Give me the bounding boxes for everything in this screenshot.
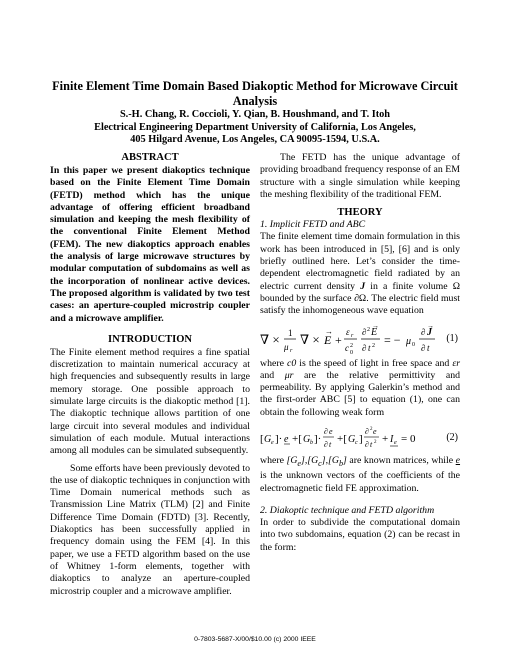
svg-text:∇ ×: ∇ ×: [300, 331, 320, 347]
equation-1-number: (1): [446, 332, 458, 344]
svg-text:t: t: [368, 342, 371, 353]
svg-text:G: G: [264, 434, 272, 446]
abstract-text: In this paper we present diakoptics technique based on the Finite Element Time Domain (FETD) method which has the unique advantage of offering efficient broadband simulation and keeping the mesh flexibility of the conventional Finite Element Method (FEM). The new diakoptics approach enables the analysis of large microwave structures by modular computation of subdomains as well as the incorporation of nonlinear active devices. The proposed algorithm is validated by two test cases: an aperture-coupled microstrip coupler and a microwave amplifier.: [50, 165, 250, 324]
known-matrices-text: are known matrices, while: [349, 455, 454, 467]
svg-text:μ: μ: [284, 341, 289, 352]
svg-text:μ: μ: [406, 335, 412, 347]
svg-text:c: c: [345, 342, 349, 353]
subsection-1-heading: 1. Implicit FETD and ABC: [260, 219, 366, 231]
right-paragraph-1: The FETD has the unique advantage of providing broadband frequency response of an EM structure with a single simulation while keeping the meshing flexibility of the traditional FEM.: [260, 152, 460, 200]
svg-text:→: →: [325, 326, 333, 336]
svg-text:∂: ∂: [421, 326, 426, 337]
theory-text-a: The finite element time domain formulation in this work has been introduced in [5], [6] and is only briefly outlined here. Let’s consider the time-dependent electromagnetic field radiated by an electric current density: [260, 231, 460, 292]
introduction-heading: INTRODUCTION: [107, 333, 192, 345]
c0-symbol: c0: [286, 357, 297, 369]
affiliation-line-1: Electrical Engineering Department University of California, Los Angeles,: [94, 121, 416, 133]
svg-text:t: t: [370, 440, 373, 450]
right-column: [260, 152, 460, 554]
affiliation-line-2: 405 Hilgard Avenue, Los Angeles, CA 90095-1594, U.S.A.: [130, 134, 380, 146]
svg-text:e: e: [284, 434, 289, 446]
svg-text:ε: ε: [346, 326, 350, 337]
theory-text-c: bounded by the surface: [260, 292, 352, 304]
subsection-2-text: In order to subdivide the computational domain into two subdomains, equation (2) can be recast in the form:: [260, 517, 460, 553]
svg-text:e: e: [394, 440, 397, 447]
equation-2-number: (2): [446, 432, 458, 444]
matrix-symbols: $[G_e],[G_c],[G_b]$: [286, 455, 347, 468]
svg-text:r: r: [351, 332, 354, 339]
theory-text-d: . The electric field must satisfy the inhomogeneous wave equation: [260, 292, 460, 317]
svg-text:]·: ]·: [275, 433, 283, 446]
svg-text:= 0: = 0: [401, 433, 416, 446]
after-equation-2-text: [260, 455, 460, 495]
svg-text:E: E: [371, 326, 378, 338]
svg-text:+: +: [382, 433, 389, 446]
author-block: [40, 109, 470, 147]
copyright-footer: 0-7803-5687-X/00/$10.00 (c) 2000 IEEE: [194, 636, 316, 643]
svg-text:t: t: [427, 342, 430, 353]
intro-paragraph-1: The Finite element method requires a fine spatial discretization to maintain numerical accuracy at high frequencies and subsequently results in large memory storage. One possible approach to simulate large circuits is the diakoptic method [1]. The diakoptic technique allows partition of one large circuit into several modules and individual simulation of each module. Mutual interactions among all modules can be simulated subsequently.: [50, 346, 250, 457]
surface-symbol: ∂Ω: [354, 292, 367, 304]
svg-text:∂: ∂: [421, 342, 426, 353]
svg-text:b: b: [310, 440, 313, 447]
svg-text:G: G: [348, 434, 356, 446]
unknown-vectors-text: is the unknown vectors of the coefficients of the electromagnetic field FE approximation.: [260, 470, 460, 494]
abstract-heading: ABSTRACT: [121, 152, 179, 163]
svg-text:e: e: [329, 427, 333, 437]
epsilon-r-symbol: εr: [452, 357, 461, 369]
svg-text:J: J: [427, 326, 432, 338]
svg-text:+: +: [335, 332, 342, 347]
svg-text:]·: ]·: [314, 433, 322, 446]
svg-text:2: 2: [350, 342, 353, 349]
paper-title: Finite Element Time Domain Based Diakoptic Method for Microwave Circuit Analysis: [52, 79, 458, 108]
svg-text:2: 2: [367, 326, 370, 333]
svg-text:= −: = −: [384, 332, 401, 347]
svg-text:∂: ∂: [324, 440, 328, 450]
svg-text:0: 0: [412, 341, 415, 348]
equation-1: [260, 320, 460, 358]
svg-text:t: t: [329, 440, 332, 450]
theory-heading: THEORY: [337, 207, 383, 219]
svg-text:2: 2: [374, 440, 377, 446]
svg-text:2: 2: [370, 427, 373, 433]
svg-text:+[: +[: [292, 433, 302, 446]
authors: S.-H. Chang, R. Coccioli, Y. Qian, B. Houshmand, and T. Itoh: [119, 109, 391, 120]
svg-text:→: →: [372, 321, 379, 330]
where-text-2: where: [260, 455, 284, 467]
intro-paragraph-2: Some efforts have been previously devoted to the use of diakoptic techniques in conjunction with Time Domain numerical methods such as Transmission Line Matrix (TLM) [2] and Finite Difference Time Domain (FDTD) [3]. Recently, Diakoptics has been successfully applied in frequency domain using the FEM [4]. In this paper, we use a FETD algorithm based on the use of Whitney 1-form elements, together with diakoptics to analyze an aperture-coupled microstrip coupler and a microwave amplifier.: [50, 462, 250, 597]
after-equation-1-text: [260, 358, 460, 419]
where-text: where: [260, 357, 284, 369]
svg-text:e: e: [373, 427, 377, 437]
svg-text:I: I: [390, 434, 394, 446]
svg-text:∂: ∂: [324, 427, 328, 437]
equation-1-formula: [260, 320, 460, 358]
svg-text:e: e: [271, 440, 274, 447]
subsection-2-heading: 2. Diakoptic technique and FETD algorithm: [260, 504, 435, 516]
permittivity-text: are the relative permittivity and permeability. By applying Galerkin’s method and the first-order ABC [5] to equation (1), one can obtain the following weak form: [260, 369, 461, 418]
svg-text:∂: ∂: [365, 427, 369, 437]
mu-r-symbol: μr: [284, 369, 294, 381]
svg-text:∇ ×: ∇ ×: [260, 331, 280, 347]
svg-text:1: 1: [288, 327, 293, 338]
svg-text:0: 0: [350, 349, 353, 356]
svg-text:G: G: [303, 434, 311, 446]
speed-text: is the speed of light in free space and: [299, 357, 450, 369]
svg-text:c: c: [355, 440, 358, 447]
svg-text:2: 2: [372, 342, 375, 349]
svg-text:r: r: [290, 347, 293, 354]
svg-text:→: →: [427, 321, 434, 330]
equation-2: [260, 421, 460, 455]
volume-symbol: Ω: [452, 280, 461, 292]
svg-text:[: [: [260, 433, 264, 446]
svg-text:E: E: [324, 332, 332, 347]
current-density-symbol: J: [360, 280, 366, 292]
e-vector-symbol: e: [455, 455, 461, 467]
left-column: [50, 152, 250, 598]
svg-text:∂: ∂: [365, 440, 369, 450]
theory-paragraph-1: [260, 231, 460, 317]
equation-2-formula: [260, 421, 460, 455]
svg-text:∂: ∂: [362, 326, 367, 337]
and-text: and: [260, 369, 275, 381]
theory-text-b: in a finite volume: [370, 280, 448, 292]
svg-text:∂: ∂: [362, 342, 367, 353]
svg-text:+[: +[: [337, 433, 347, 446]
svg-text:]: ]: [359, 433, 363, 446]
